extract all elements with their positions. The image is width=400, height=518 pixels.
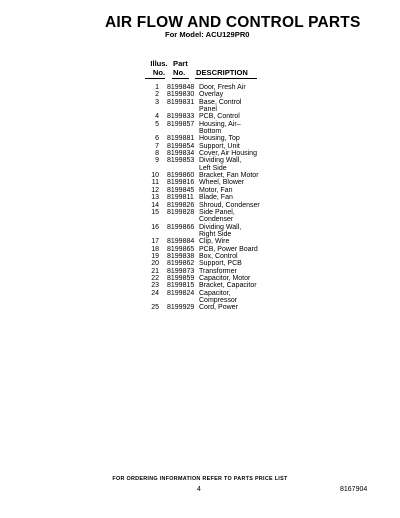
part-number [159, 297, 199, 304]
part-description: Dividing Wall, [199, 223, 242, 231]
part-description: Right Side [199, 230, 232, 238]
part-number: 8199881 [167, 135, 195, 143]
part-description: Box, Control [199, 252, 238, 260]
illus-number [140, 216, 159, 223]
parts-row-continuation [140, 106, 300, 113]
part-number [159, 216, 199, 223]
illus-number: 21 [151, 267, 159, 275]
illus-number: 12 [151, 186, 159, 194]
parts-row-continuation [140, 128, 300, 135]
illus-number: 17 [151, 238, 159, 246]
part-number: 8199862 [167, 260, 195, 268]
column-header-illus-line1: Illus. [150, 59, 168, 68]
part-description: Blade, Fan [199, 194, 233, 202]
parts-row [140, 121, 300, 128]
parts-row [140, 260, 300, 267]
part-number: 8199848 [167, 84, 195, 91]
part-number: 8199929 [167, 304, 195, 312]
part-description: Bottom [199, 128, 222, 136]
illus-number: 1 [155, 84, 159, 91]
parts-row [140, 194, 300, 201]
parts-row [140, 238, 300, 245]
illus-number: 13 [151, 194, 159, 202]
column-header-part-line2: No. [173, 68, 186, 77]
part-number: 8199884 [167, 238, 195, 246]
part-number [159, 128, 199, 135]
illus-number: 10 [151, 172, 159, 180]
illus-number: 23 [151, 282, 159, 290]
header-underline-part [172, 78, 189, 79]
illus-number: 6 [155, 135, 159, 143]
parts-row [140, 150, 300, 157]
part-number [159, 106, 199, 113]
part-number: 8199826 [167, 201, 195, 209]
illus-number: 22 [151, 274, 159, 282]
document-number: 8167904 [340, 486, 368, 493]
part-description: Door, Fresh Air [199, 84, 246, 91]
part-description: Bracket, Fan Motor [199, 172, 259, 180]
part-number [159, 231, 199, 238]
parts-row [140, 224, 300, 231]
part-description: Support, Unit [199, 142, 240, 150]
illus-number [140, 297, 159, 304]
parts-row [140, 202, 300, 209]
part-number: 8199854 [167, 142, 195, 150]
parts-row [140, 99, 300, 106]
page-number: 4 [197, 486, 201, 493]
parts-row [140, 209, 300, 216]
parts-row-continuation [140, 216, 300, 223]
part-number: 8199824 [167, 289, 195, 297]
part-number [159, 165, 199, 172]
parts-row [140, 246, 300, 253]
part-description: Clip, Wire [199, 238, 230, 246]
parts-row [140, 91, 300, 98]
illus-number: 20 [151, 260, 159, 268]
column-header-illus [147, 59, 171, 77]
part-description: Transformer [199, 267, 237, 275]
part-description: Condenser [199, 216, 234, 224]
illus-number: 18 [151, 245, 159, 253]
part-number: 8199845 [167, 186, 195, 194]
column-header-description: DESCRIPTION [196, 68, 248, 77]
parts-row [140, 84, 300, 91]
illus-number [140, 106, 159, 113]
part-description: Support, PCB [199, 260, 242, 268]
part-description: Capacitor, [199, 289, 231, 297]
part-number: 8199838 [167, 252, 195, 260]
column-header-illus-line2: No. [152, 68, 166, 77]
part-number: 8199828 [167, 208, 195, 216]
parts-row [140, 290, 300, 297]
part-description: Motor, Fan [199, 186, 233, 194]
part-number: 8199815 [167, 282, 195, 290]
part-number: 8199859 [167, 274, 195, 282]
illus-number: 25 [151, 304, 159, 312]
illus-number: 24 [151, 289, 159, 297]
part-description: PCB, Control [199, 113, 240, 121]
part-number: 8199865 [167, 245, 195, 253]
model-subtitle: For Model: ACU129PR0 [165, 30, 250, 39]
part-number: 8199853 [167, 157, 195, 165]
parts-row [140, 143, 300, 150]
column-header-part-line1: Part [173, 59, 188, 68]
part-number: 8199860 [167, 172, 195, 180]
part-description: Side Panel, [199, 208, 235, 216]
illus-number: 16 [151, 223, 159, 231]
header-underline-illus [145, 78, 165, 79]
part-number: 8199866 [167, 223, 195, 231]
part-description: Dividing Wall, [199, 157, 242, 165]
part-description: Panel [199, 106, 217, 114]
part-description: Shroud, Condenser [199, 201, 260, 209]
column-header-part [173, 59, 188, 77]
illus-number: 14 [151, 201, 159, 209]
part-description: Housing, Top [199, 135, 240, 143]
illus-number: 2 [155, 91, 159, 99]
part-description: Housing, Air– [199, 120, 241, 128]
parts-row [140, 113, 300, 120]
illus-number: 11 [151, 179, 159, 187]
parts-row [140, 268, 300, 275]
page-title: AIR FLOW AND CONTROL PARTS [105, 14, 361, 31]
part-number: 8199873 [167, 267, 195, 275]
parts-row-continuation [140, 231, 300, 238]
header-underline-description [195, 78, 257, 79]
part-number: 8199811 [167, 194, 194, 202]
parts-row [140, 172, 300, 179]
parts-row [140, 275, 300, 282]
part-description: Cord, Power [199, 304, 238, 312]
part-description: Compressor [199, 296, 238, 304]
parts-row-continuation [140, 165, 300, 172]
parts-row [140, 135, 300, 142]
parts-row [140, 282, 300, 289]
ordering-note: FOR ORDERING INFORMATION REFER TO PARTS PRICE LIST [112, 476, 288, 482]
part-description: PCB, Power Board [199, 245, 258, 253]
illus-number [140, 165, 159, 172]
illus-number: 8 [155, 150, 159, 158]
illus-number: 19 [151, 252, 159, 260]
part-number: 8199833 [167, 113, 195, 121]
part-description: Overlay [199, 91, 224, 99]
illus-number: 9 [155, 157, 159, 165]
part-number: 8199830 [167, 91, 195, 99]
parts-row [140, 187, 300, 194]
part-number: 8199831 [167, 98, 195, 106]
illus-number [140, 231, 159, 238]
illus-number: 15 [151, 208, 159, 216]
part-number: 8199816 [167, 179, 195, 187]
parts-row [140, 179, 300, 186]
part-description: Cover, Air Housing [199, 150, 257, 158]
parts-row [140, 157, 300, 164]
parts-row-continuation [140, 297, 300, 304]
illus-number: 5 [155, 120, 159, 128]
parts-row [140, 253, 300, 260]
part-description: Capacitor, Motor [199, 274, 251, 282]
part-number: 8199834 [167, 150, 195, 158]
illus-number: 4 [155, 113, 159, 121]
part-description: Bracket, Capacitor [199, 282, 257, 290]
part-description: Base, Control [199, 98, 242, 106]
part-number: 8199857 [167, 120, 195, 128]
illus-number [140, 128, 159, 135]
part-description: Wheel, Blower [199, 179, 245, 187]
illus-number: 3 [155, 98, 159, 106]
parts-row [140, 304, 300, 311]
part-description: Left Side [199, 164, 227, 172]
illus-number: 7 [155, 142, 159, 150]
parts-list [140, 84, 300, 312]
